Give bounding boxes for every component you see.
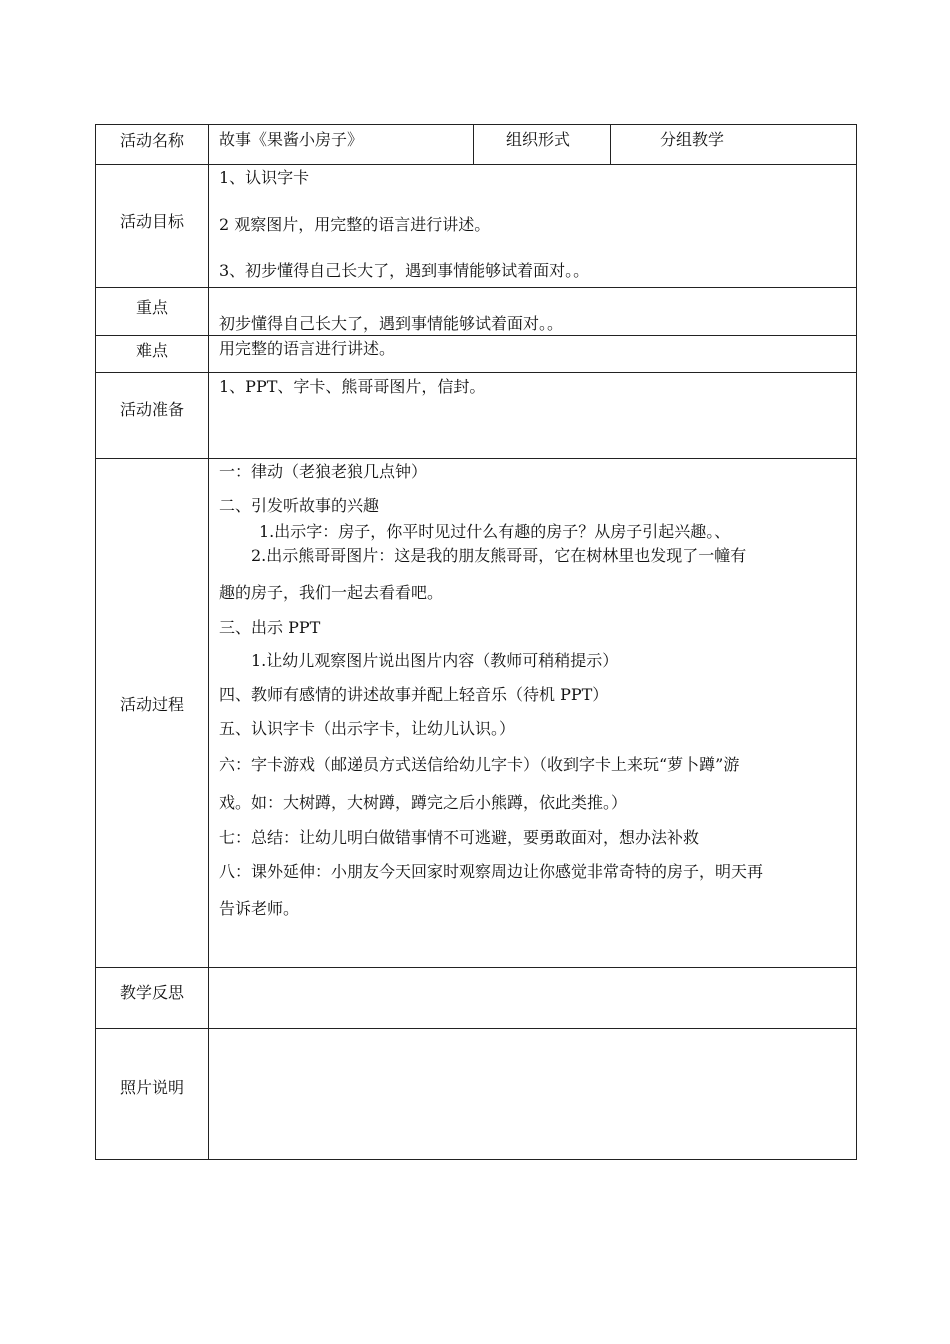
activity-name-label xyxy=(96,125,209,165)
row-process xyxy=(96,459,857,968)
difficulty-text: 用完整的语言进行讲述。 xyxy=(219,339,396,358)
process-line: 趣的房子，我们一起去看看吧。 xyxy=(219,583,444,602)
reflection-label xyxy=(96,968,209,1029)
key-point-label-text: 重点 xyxy=(135,297,168,317)
row-difficulty xyxy=(96,336,857,373)
reflection-content xyxy=(209,968,857,1029)
row-key-point xyxy=(96,288,857,336)
preparation-content xyxy=(209,373,857,459)
photos-label-text: 照片说明 xyxy=(119,1078,184,1097)
process-line: 五、认识字卡（出示字卡，让幼儿认识。） xyxy=(219,719,516,738)
goals-label-text: 活动目标 xyxy=(119,212,184,231)
preparation-label xyxy=(96,373,209,459)
row-photos xyxy=(96,1029,857,1160)
process-line: 七：总结：让幼儿明白做错事情不可逃避，要勇敢面对，想办法补救 xyxy=(219,828,700,847)
format-label-text: 组织形式 xyxy=(506,130,571,149)
difficulty-label xyxy=(96,336,209,373)
process-line: 四、教师有感情的讲述故事并配上轻音乐（待机 PPT） xyxy=(219,685,609,704)
goal-item: 2 观察图片，用完整的语言进行讲述。 xyxy=(219,215,491,234)
row-reflection xyxy=(96,968,857,1029)
process-line: 一：律动（老狼老狼几点钟） xyxy=(219,462,428,481)
key-point-content xyxy=(209,288,857,336)
process-label-text: 活动过程 xyxy=(119,695,184,714)
key-point-label xyxy=(96,288,209,336)
process-content xyxy=(209,459,857,968)
key-point-text: 初步懂得自己长大了，遇到事情能够试着面对。。 xyxy=(219,314,564,333)
reflection-label-text: 教学反思 xyxy=(119,983,184,1002)
format-label xyxy=(474,125,611,165)
process-line: 2.出示熊哥哥图片：这是我的朋友熊哥哥，它在树林里也发现了一幢有 xyxy=(251,546,747,565)
process-line: 戏。如：大树蹲，大树蹲，蹲完之后小熊蹲，依此类推。） xyxy=(219,793,628,812)
row-goals xyxy=(96,165,857,288)
process-line: 三、出示 PPT xyxy=(219,618,321,637)
photos-label xyxy=(96,1029,209,1160)
difficulty-label-text: 难点 xyxy=(135,341,168,360)
goals-label xyxy=(96,165,209,288)
goals-content xyxy=(209,165,857,288)
process-line: 告诉老师。 xyxy=(219,899,300,918)
format-value-text: 分组教学 xyxy=(660,130,725,149)
preparation-label-text: 活动准备 xyxy=(119,399,184,419)
process-line: 1.出示字：房子，你平时见过什么有趣的房子？从房子引起兴趣。、 xyxy=(259,522,731,541)
process-line: 八：课外延伸：小朋友今天回家时观察周边让你感觉非常奇特的房子，明天再 xyxy=(219,862,764,881)
preparation-text: 1、PPT、字卡、熊哥哥图片，信封。 xyxy=(219,377,486,396)
goal-item: 1、认识字卡 xyxy=(219,168,310,187)
process-line: 六：字卡游戏（邮递员方式送信给幼儿字卡）（收到字卡上来玩“萝卜蹲”游 xyxy=(219,755,740,774)
process-label xyxy=(96,459,209,968)
process-line: 二、引发听故事的兴趣 xyxy=(219,496,380,515)
row-preparation xyxy=(96,373,857,459)
activity-name-label-text: 活动名称 xyxy=(119,130,184,150)
goal-item: 3、初步懂得自己长大了，遇到事情能够试着面对。。 xyxy=(219,261,590,280)
format-value xyxy=(611,125,857,165)
lesson-plan-table xyxy=(95,124,857,1160)
activity-name-value-text: 故事《果酱小房子》 xyxy=(219,130,364,149)
process-line: 1.让幼儿观察图片说出图片内容（教师可稍稍提示） xyxy=(251,651,619,670)
photos-content xyxy=(209,1029,857,1160)
activity-name-value xyxy=(209,125,474,165)
row-activity-name xyxy=(96,125,857,165)
difficulty-content xyxy=(209,336,857,373)
